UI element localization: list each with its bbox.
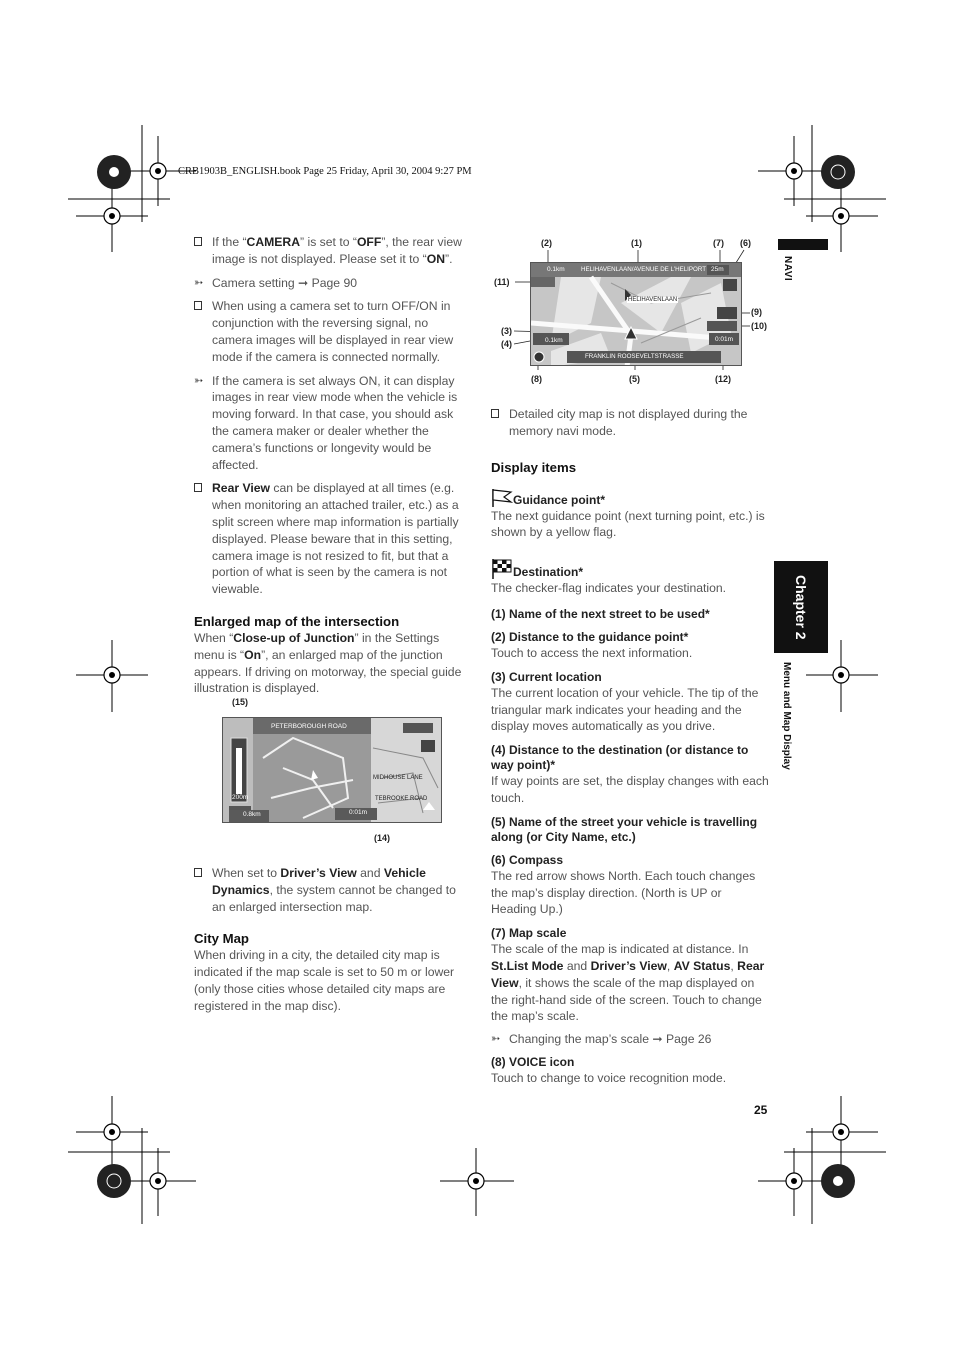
checkbox-icon (491, 406, 505, 423)
callout-6: (6) (740, 238, 751, 248)
city-map-street-label: HELIHAVENLAAN (628, 297, 678, 303)
city-map-time: 0:01m (715, 336, 734, 343)
callout-4: (4) (501, 339, 512, 349)
city-map-heading: City Map (194, 931, 249, 947)
right-column (491, 406, 769, 1087)
page-number: 25 (754, 1103, 768, 1117)
destination-text: The checker-flag indicates your destination. (491, 581, 727, 596)
display-items-heading: Display items (491, 459, 577, 475)
guidance-flag-icon (491, 488, 513, 508)
enlarged-map-time: 0:01m (349, 809, 368, 816)
rear-view-note: Rear View can be displayed at all times (e.g. when monitoring an attached trailer, etc.) as a split screen where map information is partially displayed. Please beware that in this setting, camera image is not resized to fit, but that a portion of what is seen by the camera is not viewable. (194, 480, 470, 598)
item-3-title: (3) Current location (491, 669, 602, 684)
item-7-text: The scale of the map is indicated at distance. In St.List Mode and Driver’s View, AV Status, Rear View, it shows the scale of the map displayed on the right-hand side of the screen. Touch to change the map’s scale. (491, 942, 765, 1024)
item-7-title: (7) Map scale (491, 926, 567, 941)
enlarged-map-drawing (223, 718, 442, 823)
item-3-text: The current location of your vehicle. The tip of the triangular mark indicates your heading and the display moves automatically as you drive. (491, 685, 759, 734)
enlarged-intersection-map (222, 717, 442, 823)
enlarged-map-road: PETERBOROUGH ROAD (271, 723, 347, 730)
callout-3: (3) (501, 326, 512, 336)
city-map-current-street: FRANKLIN ROOSEVELTSTRASSE (585, 353, 684, 360)
guidance-point-title: Guidance point* (513, 492, 606, 507)
chapter-label: Chapter 2 (793, 574, 809, 640)
enlarged-map-distance: 0.8km (243, 811, 261, 818)
callout-1: (1) (631, 238, 642, 248)
camera-setting-ref: ➳ Camera setting ➞ Page 90 (194, 275, 358, 290)
enlarged-map-street-2: TEBROOKE ROAD (375, 796, 428, 802)
memory-navi-note: Detailed city map is not displayed during the memory navi mode. (491, 406, 769, 440)
item-4-text: If way points are set, the display changes with each touch. (491, 774, 769, 805)
destination-item (491, 558, 769, 597)
item-2-text: Touch to access the next information. (491, 645, 693, 660)
item-5-title: (5) Name of the street your vehicle is travelling along (or City Name, etc.) (491, 814, 758, 844)
item-4-title: (4) Distance to the destination (or distance to way point)* (491, 743, 749, 773)
city-map-scale: 25m (711, 266, 724, 273)
checkbox-icon (194, 234, 208, 251)
callout-5: (5) (629, 374, 640, 384)
city-map-drawing (531, 263, 742, 366)
enlarged-map-heading: Enlarged map of the intersection (194, 613, 400, 629)
item-6-text: The red arrow shows North. Each touch changes the map’s display direction. (North is UP or Heading Up.) (491, 868, 756, 917)
item-1-title: (1) Name of the next street to be used* (491, 606, 710, 621)
city-map-next-distance: 0.1km (547, 266, 565, 273)
checkbox-icon (194, 480, 208, 497)
reference-arrow-icon: ➳ (491, 1033, 501, 1046)
print-file-header: CRB1903B_ENGLISH.book Page 25 Friday, April 30, 2004 9:27 PM (178, 166, 472, 177)
map-scale-ref: ➳ Changing the map’s scale ➞ Page 26 (491, 1032, 712, 1047)
item-8-text: Touch to change to voice recognition mode. (491, 1070, 727, 1085)
chapter-title: Menu and Map Display (781, 662, 792, 770)
checkbox-icon (194, 865, 208, 882)
city-map-next-street: HELIHAVENLAAN/AVENUE DE L'HELIPORT (581, 266, 706, 273)
callout-9: (9) (751, 307, 762, 317)
enlarged-map-street-1: MIDHOUSE LANE (373, 775, 423, 781)
drivers-view-note: When set to Driver’s View and Vehicle Dynamics, the system cannot be changed to an enlarged intersection map. (194, 865, 470, 915)
callout-2: (2) (541, 238, 552, 248)
callout-10: (10) (751, 321, 768, 331)
enlarged-map-scale: 200m (232, 794, 249, 801)
callout-11: (11) (494, 277, 510, 287)
guidance-point-item (491, 488, 769, 542)
reference-arrow-icon: ➳ (194, 374, 204, 387)
callout-12: (12) (715, 374, 732, 384)
section-tab-label: NAVI (782, 256, 793, 282)
item-8-title: (8) VOICE icon (491, 1054, 575, 1069)
enlarged-map-text: When “Close-up of Junction” in the Settings menu is “On”, an enlarged map of the junction appears. If driving on motorway, the special guide illustration is displayed. (194, 630, 462, 696)
city-map-destination-distance: 0.1km (545, 337, 563, 344)
callout-14: (14) (374, 833, 391, 843)
chapter-tab-text-wrap (774, 561, 828, 653)
checker-flag-icon (491, 558, 513, 580)
item-2-title: (2) Distance to the guidance point* (491, 629, 689, 644)
reference-arrow-icon: ➳ (194, 276, 204, 289)
camera-off-note: If the “CAMERA” is set to “OFF”, the rear view image is not displayed. Please set it to “ON”. (194, 234, 470, 268)
camera-always-on-note: ➳ If the camera is set always ON, it can display images in rear view mode when the vehicle is moving forward. In that case, you should ask the camera maker or dealer whether the camera’s functions or longevity would be affected. (194, 373, 458, 472)
city-map-text: When driving in a city, the detailed city map is indicated if the map scale is set to 50 m or lower (only those cities whose detailed city maps are registered in the map disc). (194, 948, 455, 1013)
callout-7: (7) (713, 238, 724, 248)
destination-title: Destination* (513, 565, 584, 580)
guidance-point-text: The next guidance point (next turning point, etc.) is shown by a yellow flag. (491, 508, 765, 540)
camera-switch-note: When using a camera set to turn OFF/ON in conjunction with the reversing signal, no camera images will be displayed in rear view mode if the camera is connected normally. (194, 298, 470, 365)
callout-15: (15) (232, 697, 249, 707)
city-map-screen (530, 262, 742, 366)
checkbox-icon (194, 298, 208, 315)
left-column-lower (194, 865, 470, 1015)
item-6-title: (6) Compass (491, 852, 564, 867)
callout-8: (8) (531, 374, 542, 384)
left-column (194, 234, 470, 697)
